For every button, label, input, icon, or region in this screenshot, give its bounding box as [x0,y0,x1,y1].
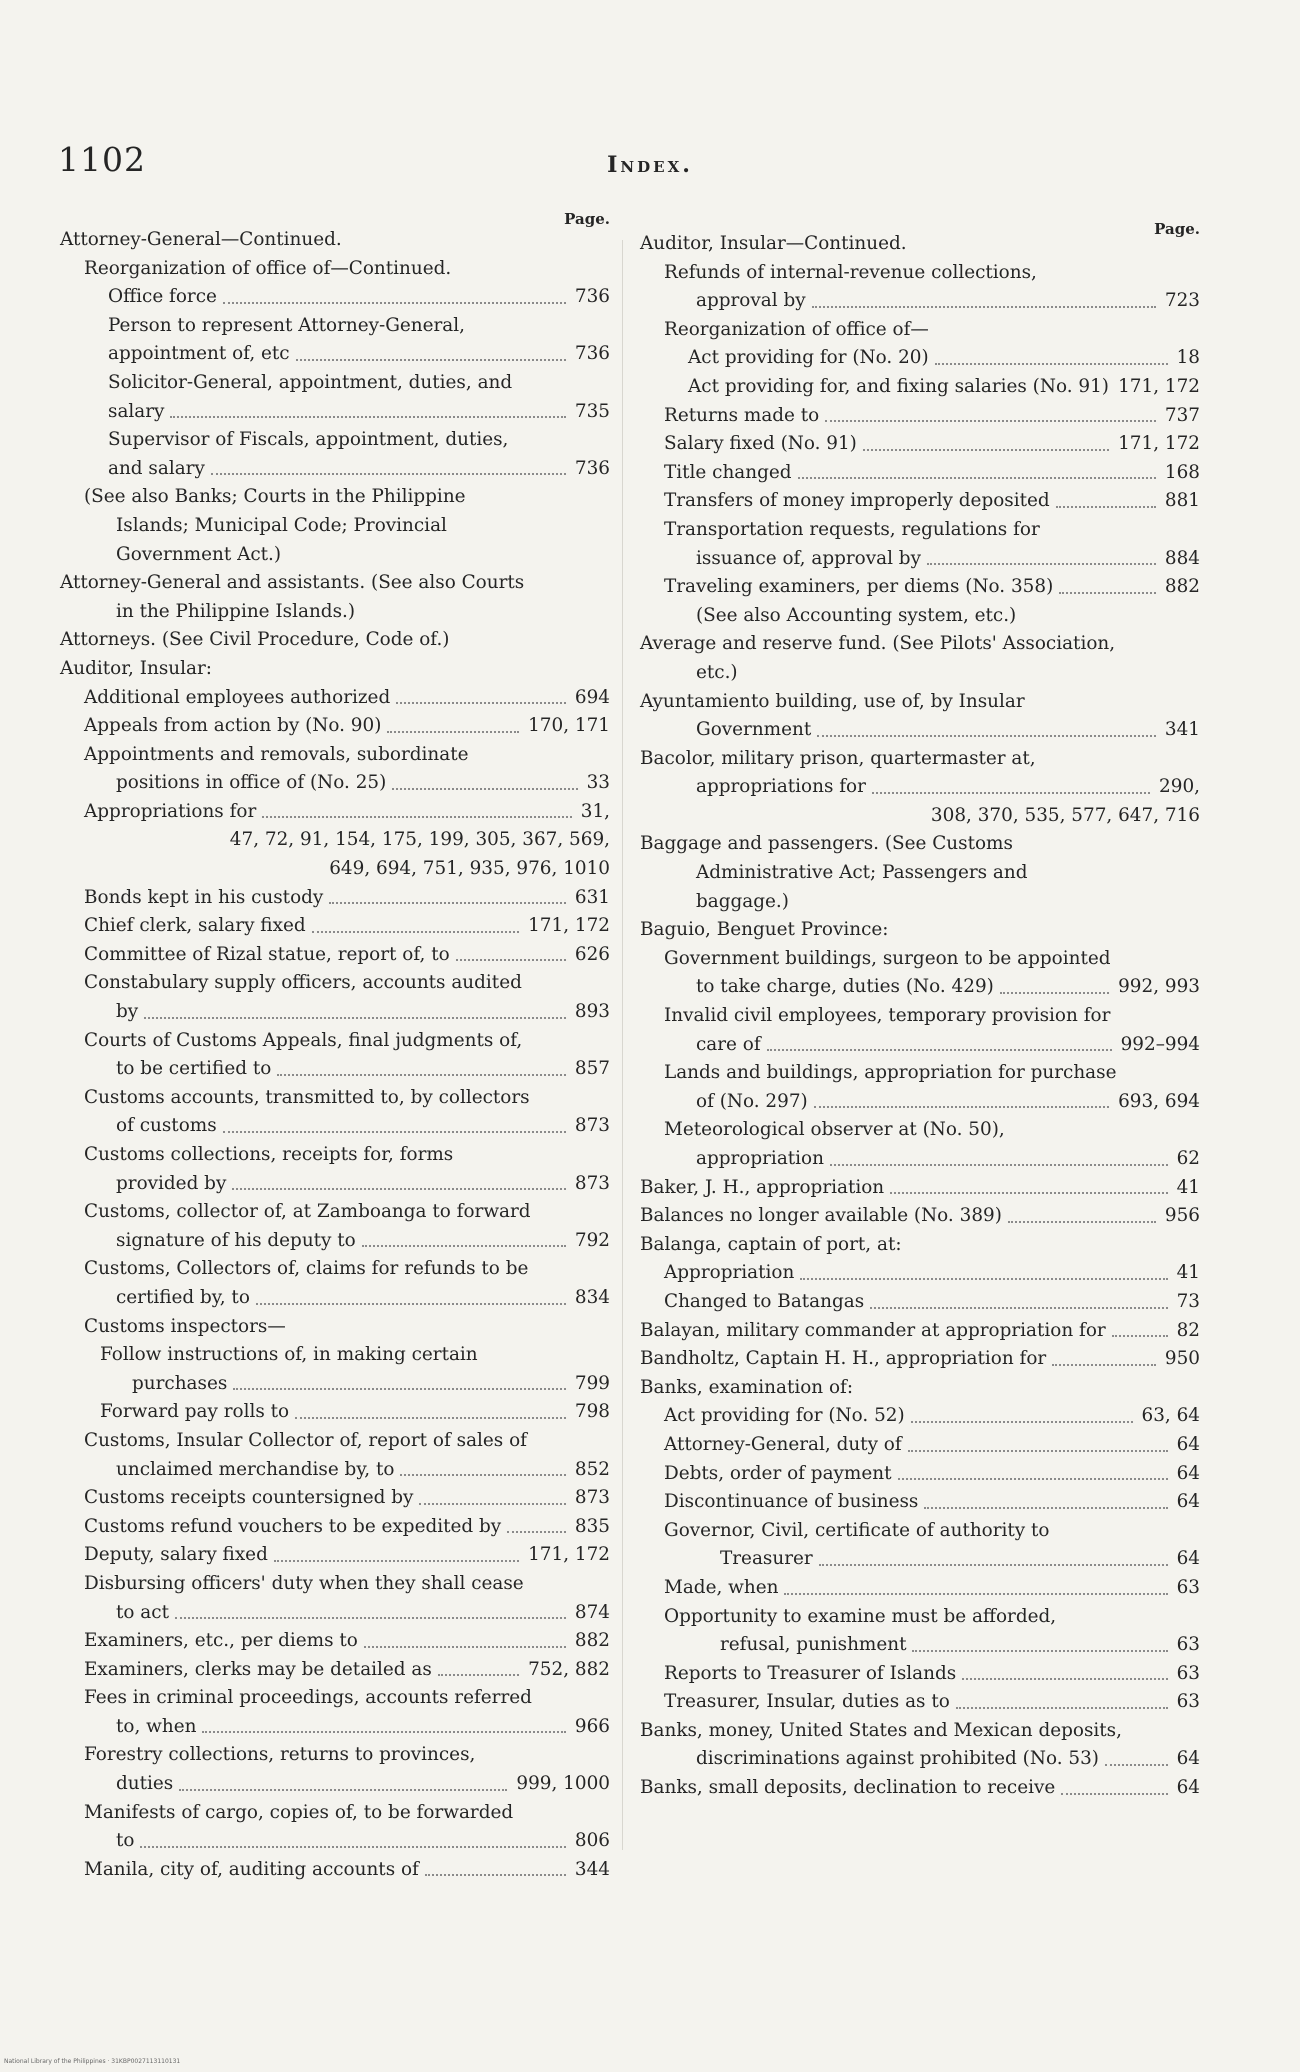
index-entry-text: Changed to Batangas [664,1290,865,1312]
index-entry-text: Examiners, clerks may be detailed as [84,1658,432,1680]
index-entry-pages: 723 [1162,287,1200,316]
index-entry [60,255,610,284]
index-entry-text: Constabulary supply officers, accounts audited by [84,972,522,1023]
index-entry [640,1660,1200,1689]
index-entry-text: Meteorological observer at (No. 50), appropriation [664,1119,1005,1169]
index-entry-text: Appeals from action by (No. 90) [84,715,382,737]
index-entry-pages: 64 [1174,1431,1200,1460]
index-entry [640,316,1200,345]
index-entry-pages: 956 [1162,1202,1200,1231]
index-entry-pages: 881 [1162,487,1200,516]
index-entry-text: Supervisor of Fiscals, appointment, duties, and salary [108,429,509,479]
index-entry [60,1341,610,1398]
dot-leader [814,1106,1109,1108]
index-entry [60,1313,610,1342]
dot-leader [507,1531,566,1533]
index-entry-pages: 170, 171 [525,712,610,741]
dot-leader [179,1789,507,1791]
index-entry-pages: 171, 172 [525,1541,610,1570]
index-entry-pages: 41 [1174,1174,1200,1203]
dot-leader [1000,992,1109,994]
dot-leader [295,1417,566,1419]
index-entry-pages: 873 [572,1484,610,1513]
index-entry [640,1116,1200,1173]
dot-leader [438,1674,519,1676]
index-entry-pages: 290, [1156,773,1200,802]
index-entry [60,1856,610,1885]
index-entry [640,1402,1200,1431]
column-divider [622,240,623,1850]
index-entry [60,1684,610,1741]
page-number: 1102 [58,140,146,179]
dot-leader [387,731,519,733]
dot-leader [890,1192,1167,1194]
index-entry [60,283,610,312]
index-entry [640,402,1200,431]
index-entry-text: Opportunity to examine must be afforded, refusal, punishment [664,1605,1057,1656]
index-entry-text: Auditor, Insular—Continued. [640,233,907,254]
index-entry-text: Customs, Insular Collector of, report of sales of unclaimed merchandise by, to [84,1429,527,1480]
index-entry-text: Balances no longer available (No. 389) [640,1205,1002,1227]
index-entry-pages: 64 [1174,1774,1200,1803]
index-entry-text: Appropriation [664,1262,795,1284]
index-entry [60,1741,610,1798]
index-entry-pages: 41 [1174,1259,1200,1288]
index-entry-text: Appointments and removals, subordinate positions in office of (No. 25) [84,743,469,794]
index-entry-pages: 63 [1174,1574,1200,1603]
index-entry-text: Customs, Collectors of, claims for refunds to be certified by, to [84,1258,529,1308]
dot-leader [396,702,566,704]
index-entry-text: Reports to Treasurer of Islands [664,1662,957,1684]
index-entry [640,487,1200,516]
index-entry-pages: 64 [1174,1745,1200,1774]
index-entry-text: Reorganization of office of—Continued. [84,257,452,279]
index-entry [640,916,1200,945]
index-entry-text: (See also Accounting system, etc.) [696,604,1017,626]
running-head-title: Index. [607,152,693,178]
dot-leader [419,1503,565,1505]
dot-leader [956,1707,1168,1709]
dot-leader [1056,506,1156,508]
dot-leader [767,1049,1112,1051]
index-entry-text: Customs inspectors— [84,1315,286,1337]
index-entry [640,1431,1200,1460]
index-entry-text: Courts of Customs Appeals, final judgments of, to be certified to [84,1029,523,1080]
dot-leader [912,1650,1167,1652]
index-entry-text: Attorney-General and assistants. (See also Courts in the Philippine Islands.) [60,572,525,622]
index-entry-pages: 852 [572,1456,610,1485]
dot-leader [144,1017,566,1019]
index-entry-pages: 631 [572,884,610,913]
index-entry-pages: 171, 172 [1115,430,1200,459]
dot-leader [870,1307,1167,1309]
index-entry-text: Made, when [664,1576,779,1598]
index-entry-text: Debts, order of payment [664,1462,892,1484]
dot-leader [1061,1793,1167,1795]
index-entry-text: Act providing for, and fixing salaries (No. 91) [688,375,1109,397]
index-entry-text: Treasurer, Insular, duties as to [664,1691,950,1713]
dot-leader [825,420,1156,422]
dot-leader [817,735,1156,737]
index-entry [640,1002,1200,1059]
index-entry-text: Forestry collections, returns to provinces, duties [84,1744,476,1795]
index-entry-text: Auditor, Insular: [60,657,212,679]
dot-leader [935,363,1168,365]
index-entry-pages: 168 [1162,459,1200,488]
index-entry-pages: 64 [1174,1488,1200,1517]
index-entry [640,1603,1200,1660]
dot-leader [296,359,566,361]
dot-leader [362,1245,566,1247]
index-entry [640,1202,1200,1231]
index-entry [60,626,610,655]
index-entry-text: Act providing for (No. 52) [664,1405,905,1427]
index-entry-text: Lands and buildings, appropriation for purchase of (No. 297) [664,1062,1117,1112]
index-entry-text: Ayuntamiento building, use of, by Insular Government [640,690,1025,741]
index-entry-text: Bonds kept in his custody [84,886,324,908]
index-entry-text: Governor, Civil, certificate of authority to Treasurer [664,1519,1050,1570]
index-entry [640,430,1200,459]
dot-leader [425,1874,566,1876]
index-entry-text: Solicitor-General, appointment, duties, and salary [108,371,513,422]
index-entry-text: 308, 370, 535, 577, 647, 716 [930,804,1200,826]
index-entry [640,1374,1200,1403]
index-entry [640,344,1200,373]
dot-leader [819,1564,1168,1566]
scan-footer: National Library of the Philippines · 31KBP0027113110131 [4,2058,181,2065]
index-entry-pages: 736 [572,283,610,312]
index-entry [60,1027,610,1084]
index-entry-text: Baguio, Benguet Province: [640,919,889,941]
dot-leader [312,931,519,933]
index-entry [60,1398,610,1427]
dot-leader [140,1846,565,1848]
index-entry [640,1059,1200,1116]
index-entry-text: Customs refund vouchers to be expedited by [84,1515,502,1537]
dot-leader [202,1731,565,1733]
index-entry-pages: 63 [1174,1631,1200,1660]
index-entry [640,1345,1200,1374]
dot-leader [863,449,1109,451]
index-entry [60,712,610,741]
index-entry [60,798,610,827]
index-entry-text: Person to represent Attorney-General, appointment of, etc [108,314,465,365]
dot-leader [798,477,1156,479]
dot-leader [400,1474,565,1476]
index-entry [60,1484,610,1513]
index-entry-text: Banks, money, United States and Mexican deposits, discriminations against prohibited (No. 53) [640,1719,1122,1770]
index-entry [60,1141,610,1198]
dot-leader [812,306,1156,308]
index-entry-pages: 62 [1174,1145,1200,1174]
index-entry [640,1774,1200,1803]
index-entry-text: 47, 72, 91, 154, 175, 199, 305, 367, 569, 649, 694, 751, 935, 976, 1010 [229,829,610,880]
index-entry [640,830,1200,916]
index-entry [640,602,1200,631]
index-entry [60,1198,610,1255]
index-entry-pages: 798 [572,1398,610,1427]
index-entry-pages: 63 [1174,1660,1200,1689]
index-entry [640,230,1200,259]
dot-leader [1105,1764,1168,1766]
index-entry [60,1541,610,1570]
index-entry [640,1688,1200,1717]
index-entry-pages: 18 [1174,344,1200,373]
index-entries-right [640,230,1200,1803]
index-entry [640,630,1200,687]
index-entry [640,802,1200,831]
index-entry-pages: 73 [1174,1288,1200,1317]
index-entry [60,1627,610,1656]
index-entry [640,1259,1200,1288]
index-entry [60,1656,610,1685]
dot-leader [211,473,566,475]
index-entry [60,369,610,426]
index-entry [60,884,610,913]
index-entry-pages: 792 [572,1227,610,1256]
index-entry-text: Attorneys. (See Civil Procedure, Code of.) [60,629,450,651]
index-entry-text: Customs collections, receipts for, forms provided by [84,1144,454,1194]
dot-leader [175,1617,566,1619]
dot-leader [830,1164,1168,1166]
index-entry-text: Traveling examiners, per diems (No. 358) [664,576,1054,598]
index-entry-text: Discontinuance of business [664,1491,919,1513]
index-entry-pages: 344 [572,1856,610,1885]
index-entry [60,684,610,713]
index-entry [640,373,1200,402]
index-entry-pages: 834 [572,1284,610,1313]
dot-leader [364,1646,566,1648]
index-entries-left [60,226,610,1884]
index-entry [640,1574,1200,1603]
index-entry-text: (See also Banks; Courts in the Philippine Islands; Municipal Code; Provincial Government Act.) [84,486,466,565]
index-entry-text: Deputy, salary fixed [84,1544,268,1566]
dot-leader [924,1507,1167,1509]
index-entry-text: Committee of Rizal statue, report of, to [84,943,450,965]
index-entry-pages: 82 [1174,1317,1200,1346]
index-entry-pages: 873 [572,1170,610,1199]
index-entry-pages: 341 [1162,716,1200,745]
index-entry-text: Government buildings, surgeon to be appointed to take charge, duties (No. 429) [664,947,1111,998]
index-entry-text: Returns made to [664,404,820,426]
index-entry-text: Examiners, etc., per diems to [84,1630,358,1652]
index-entry-text: Attorney-General—Continued. [60,229,342,250]
index-entry-pages: 752, 882 [525,1656,610,1685]
index-entry [60,1513,610,1542]
index-entry [60,912,610,941]
index-entry-pages: 171, 172 [1115,373,1200,402]
index-entry [60,483,610,569]
dot-leader [223,302,566,304]
index-entry [640,516,1200,573]
dot-leader [277,1074,566,1076]
index-entry-pages: 735 [572,398,610,427]
index-entry-text: Forward pay rolls to [100,1401,290,1423]
index-entry-pages: 999, 1000 [513,1770,610,1799]
index-entry-pages: 736 [572,455,610,484]
index-entry [60,741,610,798]
index-entry [640,1231,1200,1260]
index-entry-pages: 966 [572,1713,610,1742]
dot-leader [1008,1221,1156,1223]
index-entry-text: Average and reserve fund. (See Pilots' Association, etc.) [640,633,1116,683]
dot-leader [911,1421,1133,1423]
dot-leader [1059,592,1156,594]
index-entry-text: Baker, J. H., appropriation [640,1176,885,1198]
dot-leader [256,1303,566,1305]
dot-leader [274,1560,519,1562]
index-entry-text: Customs accounts, transmitted to, by collectors of customs [84,1086,530,1137]
index-entry-text: Chief clerk, salary fixed [84,915,306,937]
index-entry-text: Additional employees authorized [84,686,391,708]
index-entry-pages: 736 [572,340,610,369]
index-entry [60,1427,610,1484]
index-entry-pages: 799 [572,1370,610,1399]
index-entry-pages: 882 [1162,573,1200,602]
index-entry-pages: 873 [572,1112,610,1141]
index-entry-pages: 171, 172 [525,912,610,941]
dot-leader [232,1188,566,1190]
dot-leader [1112,1335,1168,1337]
dot-leader [898,1478,1168,1480]
index-entry-pages: 857 [572,1055,610,1084]
index-entry [60,969,610,1026]
index-entry-text: Act providing for (No. 20) [688,347,929,369]
index-entry-pages: 626 [572,941,610,970]
index-entry-text: Balanga, captain of port, at: [640,1233,902,1255]
dot-leader [927,563,1156,565]
index-entry-text: Customs, collector of, at Zamboanga to forward signature of his deputy to [84,1201,531,1251]
page-column-label: Page. [1154,220,1200,238]
index-entry [60,569,610,626]
index-entry [640,688,1200,745]
index-entry-pages: 693, 694 [1115,1088,1200,1117]
index-entry-pages: 33 [584,769,610,798]
dot-leader [456,959,566,961]
index-entry [640,459,1200,488]
index-entry [640,1517,1200,1574]
index-column-right [640,210,1200,1803]
dot-leader [800,1278,1167,1280]
dot-leader [223,1131,566,1133]
page-column-label: Page. [564,210,610,228]
index-entry-text: Baggage and passengers. (See Customs Administrative Act; Passengers and baggage.) [640,833,1028,912]
index-entry-text: Invalid civil employees, temporary provision for care of [664,1005,1111,1055]
index-entry-text: Banks, examination of: [640,1376,854,1398]
index-entry-pages: 63, 64 [1139,1402,1201,1431]
index-entry-text: Fees in criminal proceedings, accounts referred to, when [84,1687,532,1737]
dot-leader [872,792,1150,794]
index-entry-text: Appropriations for [84,800,257,822]
index-entry-text: Bandholtz, Captain H. H., appropriation for [640,1348,1047,1370]
index-entry [640,1317,1200,1346]
index-entry [640,945,1200,1002]
index-entry-pages: 893 [572,998,610,1027]
index-entry-text: Attorney-General, duty of [664,1433,902,1455]
index-entry [60,312,610,369]
dot-leader [392,788,577,790]
index-entry-pages: 992, 993 [1115,973,1200,1002]
index-entry-text: Refunds of internal-revenue collections, approval by [664,261,1037,312]
index-entry [60,226,610,255]
index-entry-text: Salary fixed (No. 91) [664,433,857,455]
dot-leader [962,1678,1167,1680]
index-entry-pages: 31, [578,798,610,827]
index-entry-pages: 737 [1162,402,1200,431]
index-entry-text: Transfers of money improperly deposited [664,490,1050,512]
index-entry-pages: 950 [1162,1345,1200,1374]
index-entry-pages: 992–994 [1118,1031,1200,1060]
index-entry-text: Banks, small deposits, declination to receive [640,1777,1056,1799]
dot-leader [784,1593,1167,1595]
index-entry-text: Title changed [664,461,792,483]
index-column-left [60,210,610,1884]
index-entry [640,1717,1200,1774]
index-entry-pages: 806 [572,1827,610,1856]
index-entry [60,426,610,483]
index-entry [60,826,610,883]
index-entry-text: Follow instructions of, in making certain purchases [100,1344,478,1394]
index-entry [60,1084,610,1141]
index-entry [640,1488,1200,1517]
dot-leader [170,416,565,418]
index-entry [60,941,610,970]
index-entry-text: Bacolor, military prison, quartermaster at, appropriations for [640,747,1036,798]
index-entry [640,745,1200,802]
index-entry-pages: 835 [572,1513,610,1542]
index-entry [640,1174,1200,1203]
index-entry [60,1255,610,1312]
index-entry-text: Customs receipts countersigned by [84,1487,414,1509]
index-entry-pages: 64 [1174,1545,1200,1574]
index-entry-pages: 882 [572,1627,610,1656]
dot-leader [1052,1364,1156,1366]
index-entry-pages: 884 [1162,545,1200,574]
dot-leader [908,1450,1168,1452]
index-entry [640,259,1200,316]
index-entry-text: Reorganization of office of— [664,318,929,340]
index-entry [640,573,1200,602]
dot-leader [329,902,566,904]
index-entry-pages: 63 [1174,1688,1200,1717]
index-entry-text: Manila, city of, auditing accounts of [84,1858,419,1880]
index-entry-text: Transportation requests, regulations for issuance of, approval by [664,518,1040,569]
dot-leader [233,1388,566,1390]
index-entry-pages: 874 [572,1599,610,1628]
dot-leader [262,816,572,818]
index-entry [60,1799,610,1856]
index-entry [60,655,610,684]
index-entry [640,1288,1200,1317]
index-entry [60,1570,610,1627]
index-entry-text: Disbursing officers' duty when they shall cease to act [84,1572,524,1623]
index-entry [640,1460,1200,1489]
index-entry-text: Office force [108,286,217,308]
index-entry-text: Manifests of cargo, copies of, to be forwarded to [84,1801,514,1852]
index-entry-text: Balayan, military commander at appropriation for [640,1319,1106,1341]
index-entry-pages: 694 [572,684,610,713]
index-entry-pages: 64 [1174,1460,1200,1489]
